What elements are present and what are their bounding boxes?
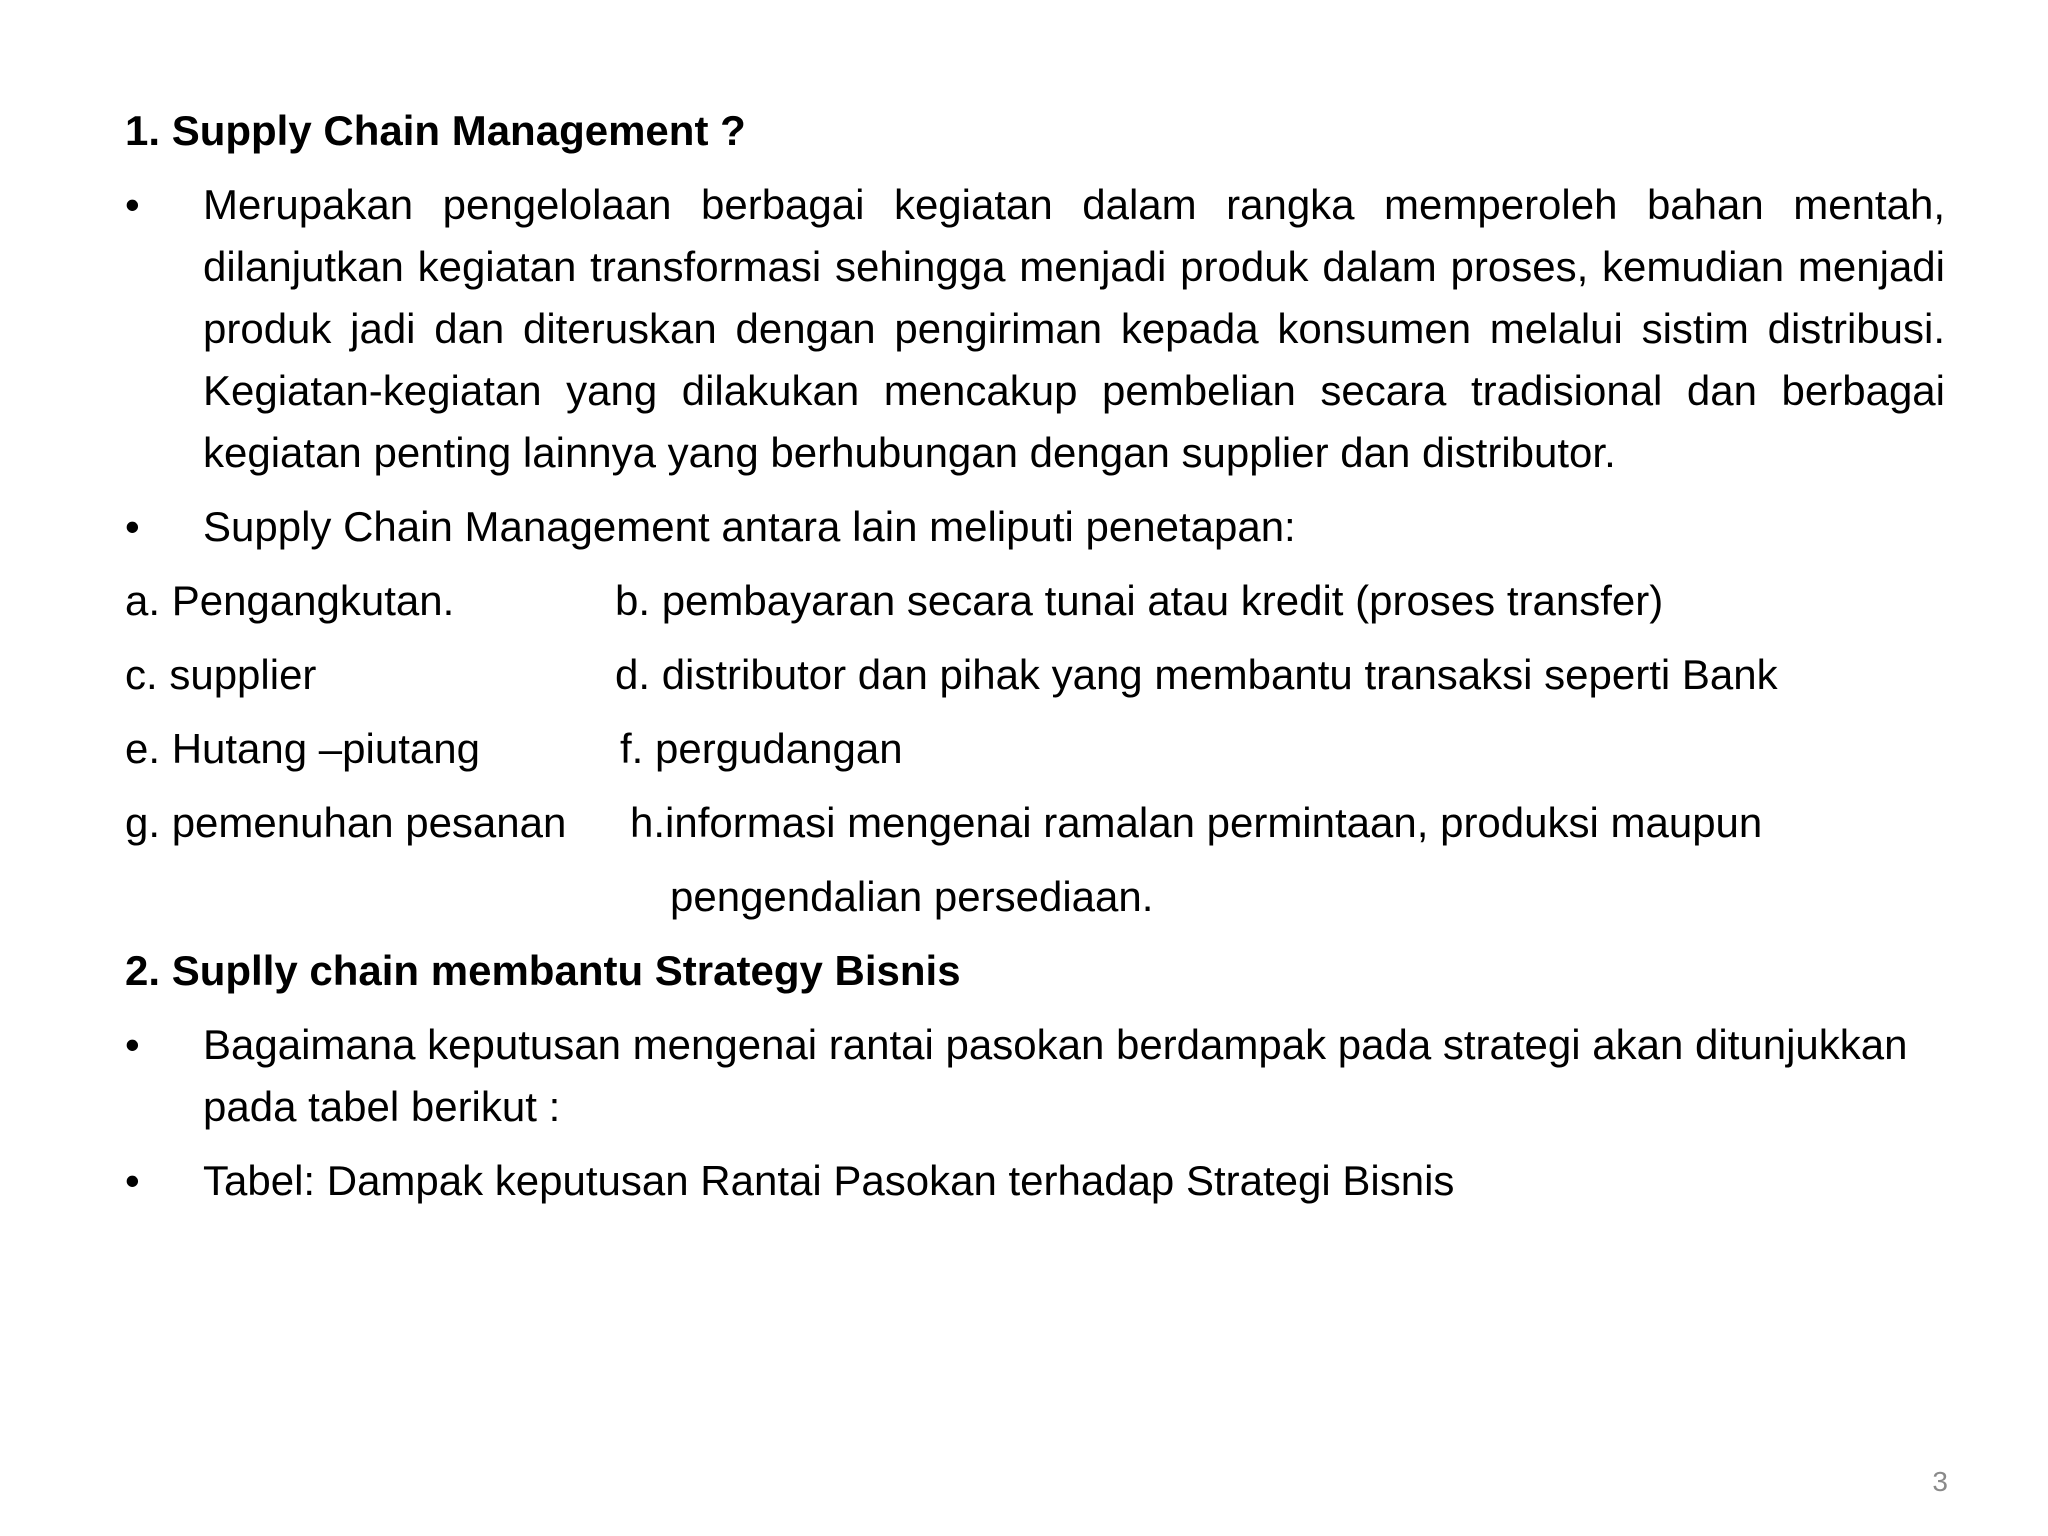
list-item-a: a. Pengangkutan.	[125, 577, 455, 624]
section-1-bullet-2	[125, 496, 1945, 558]
list-item-e: e. Hutang –piutang	[125, 725, 480, 772]
list-item-g: g. pemenuhan pesanan	[125, 799, 567, 846]
section-1-bullet-1-text: Merupakan pengelolaan berbagai kegiatan dalam rangka memperoleh bahan mentah, dilanjutkan kegiatan transformasi sehingga menjadi produk dalam proses, kemudian menjadi produk jadi dan diteruskan dengan pengiriman kepada konsumen melalui sistim distribusi. Kegiatan-kegiatan yang dilakukan mencakup pembelian secara tradisional dan berbagai kegiatan penting lainnya yang berhubungan dengan supplier dan distributor.	[203, 181, 1945, 476]
section-1-bullet-2-text: Supply Chain Management antara lain meliputi penetapan:	[203, 503, 1296, 550]
list-item-h-continuation: pengendalian persediaan.	[670, 873, 1154, 920]
list-item-f: f. pergudangan	[620, 725, 903, 772]
bullet-icon: •	[125, 181, 140, 228]
bullet-icon: •	[125, 1021, 140, 1068]
slide-content	[125, 100, 1945, 1212]
section-2-bullet-2	[125, 1150, 1945, 1212]
list-item-row-3	[125, 718, 1945, 780]
list-item-b: b. pembayaran secara tunai atau kredit (proses transfer)	[615, 577, 1664, 624]
bullet-icon: •	[125, 503, 140, 550]
section-2-bullet-1	[125, 1014, 1945, 1138]
section-2-bullet-1-text: Bagaimana keputusan mengenai rantai pasokan berdampak pada strategi akan ditunjukkan pada tabel berikut :	[203, 1021, 1908, 1130]
list-item-c: c. supplier	[125, 651, 317, 698]
list-item-h: h.informasi mengenai ramalan permintaan, produksi maupun	[630, 799, 1763, 846]
bullet-icon: •	[125, 1157, 140, 1204]
page-number: 3	[1932, 1466, 1948, 1497]
section-1-heading: 1. Supply Chain Management ?	[125, 107, 746, 154]
section-2-heading: 2. Suplly chain membantu Strategy Bisnis	[125, 947, 961, 994]
list-item-d: d. distributor dan pihak yang membantu transaksi seperti Bank	[615, 651, 1778, 698]
section-1-bullet-1	[125, 174, 1945, 484]
list-item-row-4	[125, 792, 1945, 854]
list-item-row-2	[125, 644, 1945, 706]
section-2-bullet-2-text: Tabel: Dampak keputusan Rantai Pasokan terhadap Strategi Bisnis	[203, 1157, 1455, 1204]
list-item-row-1	[125, 570, 1945, 632]
